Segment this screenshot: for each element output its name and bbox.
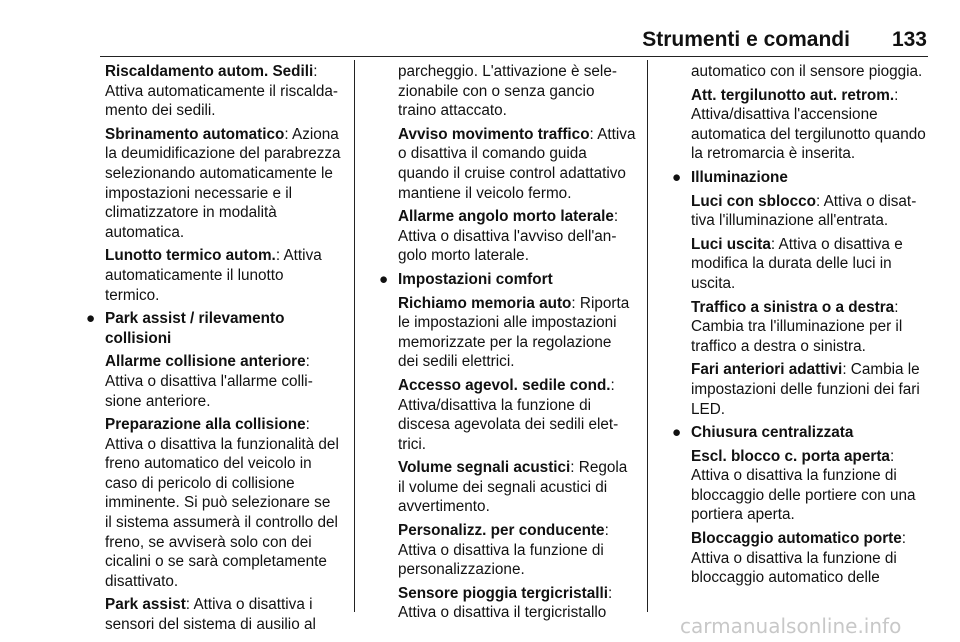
setting-term: Escl. blocco c. porta aperta bbox=[691, 447, 890, 465]
setting-description bbox=[691, 298, 927, 357]
bullet-heading bbox=[672, 168, 927, 188]
page-number: 133 bbox=[891, 28, 927, 51]
setting-text: parcheggio. L'attivazione è selezionabile con o senza gancio traino attaccato. bbox=[398, 63, 617, 120]
setting-term: Personalizz. per conducente bbox=[398, 522, 605, 540]
bullet-heading bbox=[672, 423, 927, 443]
setting-term: Luci con sblocco bbox=[691, 192, 816, 210]
setting-text: : Attiva/disattiva la funzione di discesa agevolata dei sedili elettrici. bbox=[398, 376, 619, 453]
watermark: carmanualsonline.info bbox=[680, 614, 902, 638]
setting-description bbox=[691, 447, 927, 525]
setting-text: : Attiva automaticamente il riscaldamento dei sedili. bbox=[105, 63, 338, 120]
setting-term: Traffico a sinistra o a destra bbox=[691, 298, 895, 316]
setting-term: Volume segnali acustici bbox=[398, 459, 571, 477]
setting-description bbox=[691, 529, 927, 588]
setting-description bbox=[398, 458, 636, 517]
setting-term: Sensore pioggia tergicristalli bbox=[398, 584, 608, 602]
text-column-2 bbox=[379, 62, 636, 627]
setting-text: : Attiva o disattiva il comando guida quando il cruise control adattativo mantiene il veicolo fermo. bbox=[398, 125, 636, 202]
setting-description bbox=[105, 125, 341, 243]
bullet-icon: ● bbox=[379, 270, 389, 288]
text-column-3 bbox=[672, 62, 927, 592]
setting-text: : Attiva o disattiva il tergicristallo bbox=[398, 584, 613, 622]
setting-text: : Attiva o disattiva la funzione di bloccaggio automatico delle bbox=[691, 530, 907, 587]
setting-text: : Cambia tra l'illuminazione per il traffico a destra o sinistra. bbox=[691, 298, 903, 355]
setting-text: : Attiva o disattiva la funzionalità del freno automatico del veicolo in caso di pericolo di collisione imminente. Si può selezionare se il sistema assumerà il controllo del freno, se avviserà solo con dei cicalini o se sarà completamente disattivato. bbox=[105, 416, 339, 590]
setting-description bbox=[105, 246, 341, 305]
setting-description bbox=[691, 235, 927, 294]
setting-description bbox=[691, 62, 927, 82]
setting-description bbox=[105, 352, 341, 411]
setting-description bbox=[398, 125, 636, 203]
setting-text: : Attiva o disattiva l'avviso dell'angolo morto laterale. bbox=[398, 208, 619, 265]
setting-text: : Attiva o disattiva l'illuminazione all'entrata. bbox=[691, 192, 917, 230]
page-header bbox=[600, 28, 927, 52]
setting-description bbox=[398, 207, 636, 266]
setting-term: Richiamo memoria auto bbox=[398, 294, 572, 312]
setting-text: : Attiva/disattiva l'accensione automatica del tergilunotto quando la retromarcia è inserita. bbox=[691, 86, 926, 163]
setting-text: : Attiva o disattiva la funzione di personalizzazione. bbox=[398, 522, 609, 579]
setting-term: Allarme angolo morto laterale bbox=[398, 208, 614, 226]
setting-description bbox=[105, 595, 341, 634]
setting-term: Riscaldamento autom. Sedili bbox=[105, 63, 314, 80]
setting-text: : Attiva o disattiva la funzione di bloccaggio delle portiere con una portiera aperta. bbox=[691, 447, 916, 524]
bullet-heading-text: Chiusura centralizzata bbox=[691, 424, 854, 442]
text-column-1 bbox=[86, 62, 341, 639]
setting-description bbox=[398, 294, 636, 372]
setting-description bbox=[398, 584, 636, 623]
setting-text: automatico con il sensore pioggia. bbox=[691, 63, 923, 80]
setting-text: : Attiva o disattiva i sensori del sistema di ausilio al bbox=[105, 596, 316, 634]
setting-term: Fari anteriori adattivi bbox=[691, 361, 843, 379]
bullet-heading bbox=[86, 309, 341, 348]
setting-description bbox=[398, 376, 636, 454]
setting-term: Att. tergilunotto aut. retrom. bbox=[691, 86, 895, 104]
setting-text: : Riporta le impostazioni alle impostazioni memorizzate per la regolazione dei sedili elettrici. bbox=[398, 294, 630, 371]
setting-description bbox=[105, 62, 341, 121]
setting-term: Lunotto termico autom. bbox=[105, 247, 276, 265]
column-divider bbox=[354, 60, 355, 612]
bullet-heading-text: Impostazioni comfort bbox=[398, 270, 553, 288]
setting-description bbox=[691, 360, 927, 419]
setting-term: Bloccaggio automatico porte bbox=[691, 530, 902, 548]
setting-text: : Aziona la deumidificazione del parabrezza selezionando automaticamente le impostazioni necessarie e il climatizzatore in modalità automatica. bbox=[105, 125, 341, 241]
setting-term: Luci uscita bbox=[691, 235, 771, 253]
setting-term: Accesso agevol. sedile cond. bbox=[398, 376, 611, 394]
setting-description bbox=[105, 415, 341, 591]
bullet-heading-text: Park assist / rilevamento collisioni bbox=[105, 310, 285, 347]
bullet-icon: ● bbox=[86, 310, 96, 328]
setting-term: Avviso movimento traffico bbox=[398, 125, 590, 143]
section-title: Strumenti e comandi bbox=[642, 28, 850, 51]
setting-term: Allarme collisione anteriore bbox=[105, 353, 306, 371]
setting-term: Park assist bbox=[105, 596, 186, 614]
header-rule bbox=[100, 56, 928, 57]
bullet-heading bbox=[379, 270, 636, 290]
column-divider bbox=[647, 60, 648, 612]
bullet-icon: ● bbox=[672, 424, 682, 442]
setting-description bbox=[691, 192, 927, 231]
setting-description bbox=[398, 521, 636, 580]
setting-description bbox=[398, 62, 636, 121]
setting-text: : Attiva o disattiva e modifica la durata delle luci in uscita. bbox=[691, 235, 903, 292]
setting-text: : Cambia le impostazioni delle funzioni dei fari LED. bbox=[691, 361, 920, 418]
setting-term: Sbrinamento automatico bbox=[105, 125, 285, 143]
bullet-icon: ● bbox=[672, 168, 682, 186]
setting-text: : Attiva o disattiva l'allarme collisione anteriore. bbox=[105, 353, 313, 410]
setting-text: : Attiva automaticamente il lunotto termico. bbox=[105, 247, 322, 304]
setting-text: : Regola il volume dei segnali acustici di avvertimento. bbox=[398, 459, 628, 516]
bullet-heading-text: Illuminazione bbox=[691, 168, 788, 186]
setting-description bbox=[691, 86, 927, 164]
setting-term: Preparazione alla collisione bbox=[105, 416, 306, 434]
